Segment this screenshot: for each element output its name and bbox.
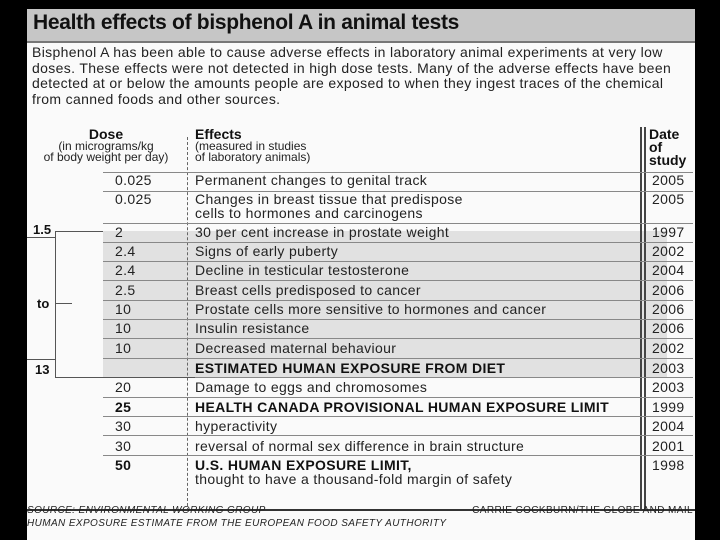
study-date: 2002 bbox=[652, 243, 685, 259]
study-date: 2002 bbox=[652, 340, 685, 356]
intro-paragraph: Bisphenol A has been able to cause adverse effects in laboratory animal experiments at very low doses. These effects were not detected in high dose tests. Many of the adverse effects have been detected at or below the amounts people are exposed to when they ingest traces of the chemical from canned foods and other sources. bbox=[32, 44, 672, 107]
bracket-mid-tick bbox=[56, 303, 72, 304]
range-to-label: to bbox=[37, 296, 50, 311]
bracket-vertical-line bbox=[55, 231, 56, 377]
study-date: 2004 bbox=[652, 418, 685, 434]
study-date: 2003 bbox=[652, 379, 685, 395]
dose-column-header bbox=[27, 128, 185, 163]
effects-header-sub2: of laboratory animals) bbox=[195, 150, 311, 164]
bracket-link-top bbox=[55, 231, 103, 232]
range-end-label: 13 bbox=[35, 362, 50, 377]
effect-text: Changes in breast tissue that predispose bbox=[195, 191, 463, 207]
row-divider bbox=[103, 397, 693, 398]
dose-value: 2.4 bbox=[115, 262, 136, 278]
source-line: SOURCE: ENVIRONMENTAL WORKING GROUP bbox=[27, 505, 266, 516]
effects-header-sub1: (measured in studies bbox=[195, 139, 307, 153]
row-divider bbox=[103, 416, 693, 417]
dose-value: 0.025 bbox=[115, 172, 152, 188]
footnote-line: HUMAN EXPOSURE ESTIMATE FROM THE EUROPEAN FOOD SAFETY AUTHORITY bbox=[27, 518, 447, 529]
effect-text: reversal of normal sex difference in brain structure bbox=[195, 438, 525, 454]
dose-value-emphasis: 25 bbox=[115, 399, 132, 415]
effect-text: Decreased maternal behaviour bbox=[195, 340, 397, 356]
effect-text: hyperactivity bbox=[195, 418, 278, 434]
study-date: 1998 bbox=[652, 457, 685, 473]
dose-value: 0.025 bbox=[115, 191, 152, 207]
effects-column-header bbox=[195, 128, 515, 163]
dose-header-title: Dose bbox=[88, 126, 124, 142]
dose-value: 30 bbox=[115, 418, 132, 434]
effect-text: Permanent changes to genital track bbox=[195, 172, 428, 188]
study-date: 2001 bbox=[652, 438, 685, 454]
dose-value: 30 bbox=[115, 438, 132, 454]
dose-value: 10 bbox=[115, 320, 132, 336]
effect-text: Insulin resistance bbox=[195, 320, 310, 336]
page-title: Health effects of bisphenol A in animal tests bbox=[33, 11, 460, 34]
effects-header-title: Effects bbox=[195, 126, 242, 142]
study-date: 2005 bbox=[652, 191, 685, 207]
study-date: 2003 bbox=[652, 360, 685, 376]
infographic-panel bbox=[27, 9, 695, 540]
row-divider bbox=[103, 358, 693, 359]
date-header-1: Date bbox=[649, 126, 680, 142]
credit-line: CARRIE COCKBURN/THE GLOBE AND MAIL bbox=[472, 505, 693, 516]
study-date: 2004 bbox=[652, 262, 685, 278]
effect-text: Prostate cells more sensitive to hormones and cancer bbox=[195, 301, 547, 317]
effect-text-emphasis: ESTIMATED HUMAN EXPOSURE FROM DIET bbox=[195, 360, 506, 376]
effect-text: Breast cells predisposed to cancer bbox=[195, 282, 421, 298]
range-start-label: 1.5 bbox=[33, 222, 52, 237]
effect-text-line2: cells to hormones and carcinogens bbox=[195, 205, 423, 221]
dose-value: 2.4 bbox=[115, 243, 136, 259]
dose-value: 2 bbox=[115, 224, 124, 240]
title-bar bbox=[27, 9, 695, 43]
effect-text: 30 per cent increase in prostate weight bbox=[195, 224, 450, 240]
effect-text-line2: thought to have a thousand-fold margin of safety bbox=[195, 471, 513, 487]
dose-value: 10 bbox=[115, 340, 132, 356]
row-divider bbox=[103, 435, 693, 436]
study-date: 1999 bbox=[652, 399, 685, 415]
effect-text-emphasis: HEALTH CANADA PROVISIONAL HUMAN EXPOSURE LIMIT bbox=[195, 399, 610, 415]
dose-value: 20 bbox=[115, 379, 132, 395]
effect-text: Signs of early puberty bbox=[195, 243, 339, 259]
date-column-header bbox=[649, 128, 695, 167]
dose-value-emphasis: 50 bbox=[115, 457, 132, 473]
row-divider bbox=[103, 338, 693, 339]
dose-value: 2.5 bbox=[115, 282, 136, 298]
row-divider bbox=[103, 319, 693, 320]
date-header-2: of bbox=[649, 139, 663, 155]
study-date: 2006 bbox=[652, 320, 685, 336]
bracket-link-bottom bbox=[55, 377, 195, 378]
effect-text: Decline in testicular testosterone bbox=[195, 262, 410, 278]
dose-header-sub1: (in micrograms/kg bbox=[58, 139, 154, 153]
study-date: 1997 bbox=[652, 224, 685, 240]
study-date: 2005 bbox=[652, 172, 685, 188]
study-date: 2006 bbox=[652, 301, 685, 317]
dose-header-sub2: of body weight per day) bbox=[43, 150, 169, 164]
dose-value: 10 bbox=[115, 301, 132, 317]
row-divider bbox=[103, 455, 693, 456]
study-date: 2006 bbox=[652, 282, 685, 298]
effect-text-emphasis: U.S. HUMAN EXPOSURE LIMIT, bbox=[195, 457, 412, 473]
row-divider bbox=[103, 280, 693, 281]
effect-text: Damage to eggs and chromosomes bbox=[195, 379, 428, 395]
bracket-top-line bbox=[27, 237, 55, 238]
row-divider bbox=[103, 242, 693, 243]
bracket-bottom-line bbox=[27, 359, 55, 360]
date-header-3: study bbox=[649, 152, 687, 168]
